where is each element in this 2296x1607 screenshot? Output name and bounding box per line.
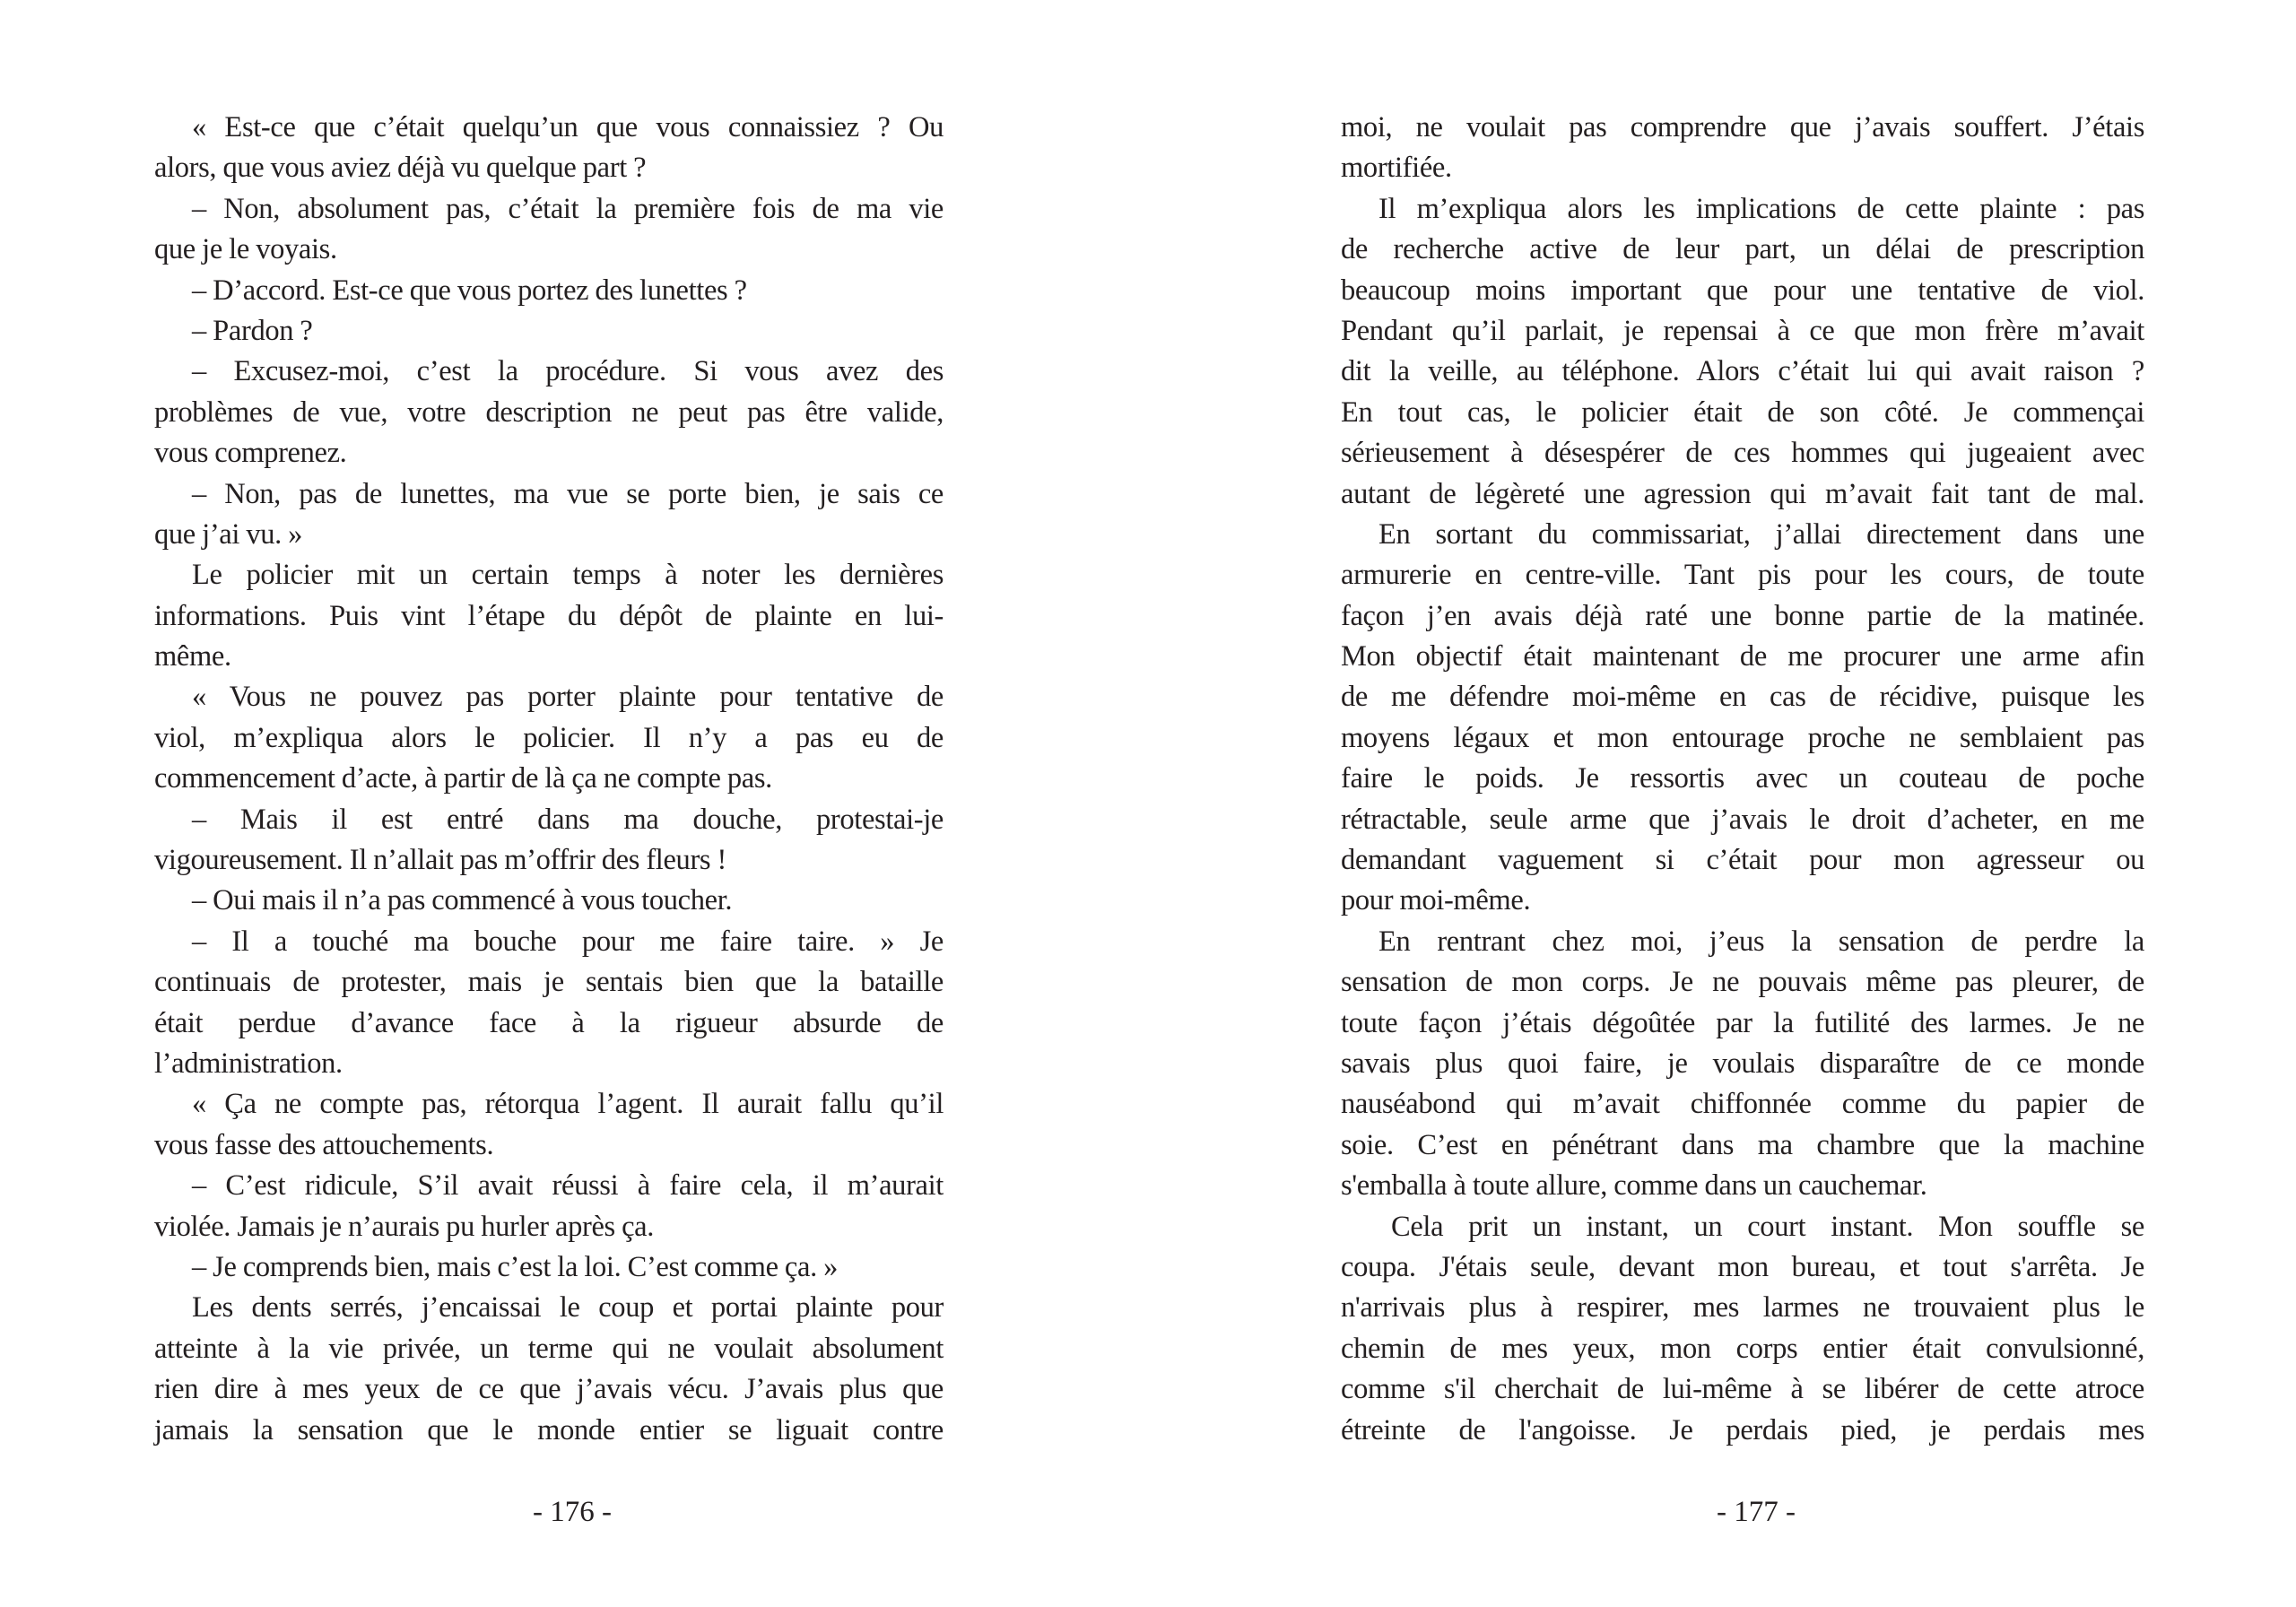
- text-line: vous fasse des attouchements.: [154, 1128, 494, 1161]
- text-line: – C’est ridicule, S’il avait réussi à faire cela, il m’aurait: [192, 1169, 944, 1203]
- text-line: demandant vaguement si c’était pour mon agresseur ou: [1341, 844, 2144, 877]
- text-line: que je le voyais.: [154, 233, 337, 266]
- page-number-right: - 177 -: [1717, 1496, 1796, 1528]
- left-page: [154, 0, 944, 1607]
- text-line: nauséabond qui m’avait chiffonnée comme du papier de: [1341, 1088, 2144, 1121]
- text-line: coupa. J'étais seule, devant mon bureau, et tout s'arrêta. Je: [1341, 1250, 2144, 1283]
- text-line: – Il a touché ma bouche pour me faire taire. » Je: [192, 925, 944, 958]
- text-line: viol, m’expliqua alors le policier. Il n’y a pas eu de: [154, 721, 944, 754]
- text-line: En rentrant chez moi, j’eus la sensation de perdre la: [1378, 925, 2144, 958]
- text-line: problèmes de vue, votre description ne peut pas être valide,: [154, 395, 944, 429]
- text-line: de recherche active de leur part, un délai de prescription: [1341, 233, 2144, 266]
- text-line: – Je comprends bien, mais c’est la loi. C’est comme ça. »: [192, 1250, 839, 1283]
- text-line: Il m’expliqua alors les implications de cette plainte : pas: [1378, 192, 2144, 225]
- text-line: Pendant qu’il parlait, je repensai à ce que mon frère m’avait: [1341, 314, 2144, 347]
- text-line: – Oui mais il n’a pas commencé à vous toucher.: [192, 884, 733, 917]
- text-line: – Mais il est entré dans ma douche, protestai-je: [192, 803, 944, 836]
- text-line: même.: [154, 640, 231, 673]
- text-line: Le policier mit un certain temps à noter les dernières: [192, 559, 944, 592]
- text-line: armurerie en centre-ville. Tant pis pour les cours, de toute: [1341, 559, 2144, 592]
- text-line: chemin de mes yeux, mon corps entier était convulsionné,: [1341, 1332, 2144, 1365]
- text-line: étreinte de l'angoisse. Je perdais pied, je perdais mes: [1341, 1413, 2144, 1446]
- text-line: que j’ai vu. »: [154, 517, 303, 551]
- text-line: pour moi-même.: [1341, 884, 1531, 917]
- text-line: s'emballa à toute allure, comme dans un cauchemar.: [1341, 1169, 1927, 1203]
- text-line: alors, que vous aviez déjà vu quelque part ?: [154, 152, 647, 185]
- text-line: vous comprenez.: [154, 437, 347, 470]
- text-line: beaucoup moins important que pour une tentative de viol.: [1341, 274, 2144, 307]
- text-line: sérieusement à désespérer de ces hommes qui jugeaient avec: [1341, 437, 2144, 470]
- text-line: n'arrivais plus à respirer, mes larmes ne trouvaient plus le: [1341, 1291, 2144, 1325]
- text-line: façon j’en avais déjà raté une bonne partie de la matinée.: [1341, 599, 2144, 632]
- page-number-left: - 176 -: [533, 1496, 612, 1528]
- right-page: [1341, 0, 2144, 1607]
- text-line: faire le poids. Je ressortis avec un couteau de poche: [1341, 762, 2144, 795]
- text-line: – Excusez-moi, c’est la procédure. Si vous avez des: [192, 355, 944, 388]
- text-line: soie. C’est en pénétrant dans ma chambre que la machine: [1341, 1128, 2144, 1161]
- text-line: « Vous ne pouvez pas porter plainte pour tentative de: [192, 681, 944, 714]
- text-line: comme s'il cherchait de lui-même à se libérer de cette atroce: [1341, 1373, 2144, 1406]
- right-page-text: [1341, 108, 2144, 1451]
- text-line: – Pardon ?: [192, 314, 313, 347]
- text-line: moyens légaux et mon entourage proche ne semblaient pas: [1341, 721, 2144, 754]
- text-line: En tout cas, le policier était de son côté. Je commençai: [1341, 395, 2144, 429]
- text-line: de me défendre moi-même en cas de récidive, puisque les: [1341, 681, 2144, 714]
- text-line: jamais la sensation que le monde entier se liguait contre: [154, 1413, 944, 1446]
- text-line: rien dire à mes yeux de ce que j’avais vécu. J’avais plus que: [154, 1373, 944, 1406]
- text-line: atteinte à la vie privée, un terme qui ne voulait absolument: [154, 1332, 944, 1365]
- text-line: savais plus quoi faire, je voulais disparaître de ce monde: [1341, 1047, 2144, 1080]
- text-line: l’administration.: [154, 1047, 343, 1080]
- text-line: toute façon j’étais dégoûtée par la futilité des larmes. Je ne: [1341, 1006, 2144, 1039]
- text-line: Les dents serrés, j’encaissai le coup et portai plainte pour: [192, 1291, 944, 1325]
- text-line: mortifiée.: [1341, 152, 1452, 185]
- text-line: informations. Puis vint l’étape du dépôt de plainte en lui-: [154, 599, 944, 632]
- text-line: commencement d’acte, à partir de là ça ne compte pas.: [154, 762, 772, 795]
- text-line: – D’accord. Est-ce que vous portez des lunettes ?: [192, 274, 747, 307]
- text-line: rétractable, seule arme que j’avais le droit d’acheter, en me: [1341, 803, 2144, 836]
- text-line: était perdue d’avance face à la rigueur absurde de: [154, 1006, 944, 1039]
- text-line: dit la veille, au téléphone. Alors c’était lui qui avait raison ?: [1341, 355, 2144, 388]
- text-line: Mon objectif était maintenant de me procurer une arme afin: [1341, 640, 2144, 673]
- text-line: – Non, pas de lunettes, ma vue se porte bien, je sais ce: [192, 477, 944, 510]
- text-line: continuais de protester, mais je sentais bien que la bataille: [154, 966, 944, 999]
- text-line: – Non, absolument pas, c’était la première fois de ma vie: [192, 192, 944, 225]
- text-line: autant de légèreté une agression qui m’avait fait tant de mal.: [1341, 477, 2144, 510]
- text-line: violée. Jamais je n’aurais pu hurler après ça.: [154, 1210, 655, 1243]
- text-line: vigoureusement. Il n’allait pas m’offrir des fleurs !: [154, 844, 726, 877]
- text-line: moi, ne voulait pas comprendre que j’avais souffert. J’étais: [1341, 111, 2144, 143]
- text-line: « Ça ne compte pas, rétorqua l’agent. Il aurait fallu qu’il: [192, 1088, 944, 1121]
- text-line: sensation de mon corps. Je ne pouvais même pas pleurer, de: [1341, 966, 2144, 999]
- text-line: En sortant du commissariat, j’allai directement dans une: [1378, 517, 2144, 551]
- text-line: Cela prit un instant, un court instant. Mon souffle se: [1391, 1210, 2144, 1243]
- text-line: « Est-ce que c’était quelqu’un que vous connaissiez ? Ou: [192, 111, 944, 143]
- left-page-text: [154, 108, 944, 1451]
